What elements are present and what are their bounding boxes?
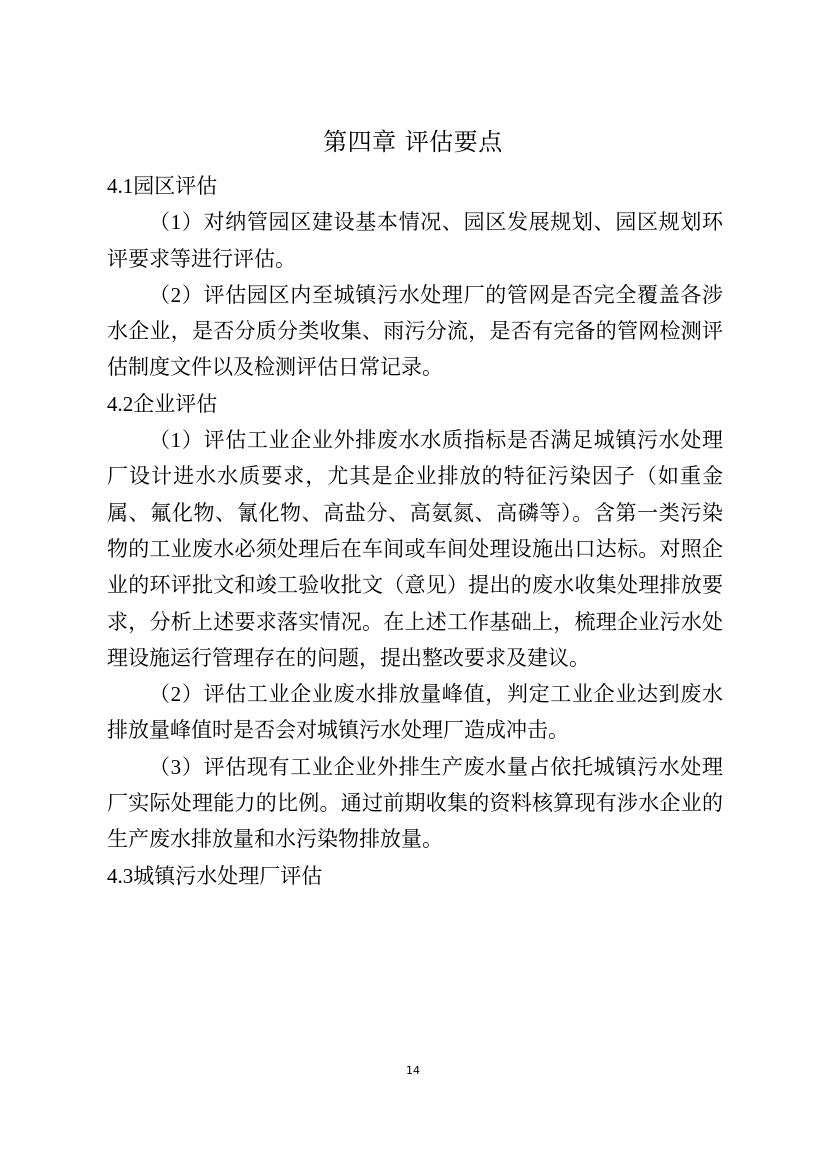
paragraph-text: 评估工业企业废水排放量峰值，判定工业企业达到废水排放量峰值时是否会对城镇污水处理厂造成冲击。 — [107, 682, 724, 743]
paragraph-number: （1） — [149, 210, 204, 235]
paragraph — [107, 204, 723, 277]
paragraph-text: 对纳管园区建设基本情况、园区发展规划、园区规划环评要求等进行评估。 — [107, 210, 724, 271]
document-body — [107, 168, 723, 894]
paragraph-text: 评估园区内至城镇污水处理厂的管网是否完全覆盖各涉水企业，是否分质分类收集、雨污分流，是否有完备的管网检测评估制度文件以及检测评估日常记录。 — [107, 282, 724, 380]
section-title: 园区评估 — [133, 174, 218, 198]
section-heading-4-3 — [107, 858, 723, 894]
section-title: 城镇污水处理厂评估 — [133, 863, 323, 888]
section-heading-4-2 — [107, 386, 723, 422]
paragraph — [107, 749, 723, 858]
page-number: 14 — [406, 1064, 420, 1077]
section-number: 4.2 — [107, 391, 134, 416]
paragraph-number: （3） — [149, 754, 204, 779]
paragraph-number: （1） — [149, 428, 204, 453]
paragraph-number: （2） — [149, 282, 204, 307]
paragraph — [107, 676, 723, 749]
section-title: 企业评估 — [133, 391, 218, 416]
section-number: 4.3 — [107, 863, 134, 888]
paragraph-text: 评估工业企业外排废水水质指标是否满足城镇污水处理厂设计进水水质要求，尤其是企业排放的特征污染因子（如重金属、氟化物、氰化物、高盐分、高氨氮、高磷等）。含第一类污染物的工业废水必须处理后在车间或车间处理设施出口达标。对照企业的环评批文和竣工验收批文（意见）提出的废水收集处理排放要求，分析上述要求落实情况。在上述工作基础上，梳理企业污水处理设施运行管理存在的问题，提出整改要求及建议。 — [107, 428, 724, 670]
section-heading-4-1 — [107, 168, 723, 204]
chapter-title: 第四章 评估要点 — [323, 128, 503, 156]
paragraph-number: （2） — [149, 682, 204, 707]
paragraph-text: 评估现有工业企业外排生产废水量占依托城镇污水处理厂实际处理能力的比例。通过前期收集的资料核算现有涉水企业的生产废水排放量和水污染物排放量。 — [107, 754, 724, 852]
paragraph — [107, 422, 723, 676]
section-number: 4.1 — [107, 174, 134, 198]
paragraph — [107, 277, 723, 386]
